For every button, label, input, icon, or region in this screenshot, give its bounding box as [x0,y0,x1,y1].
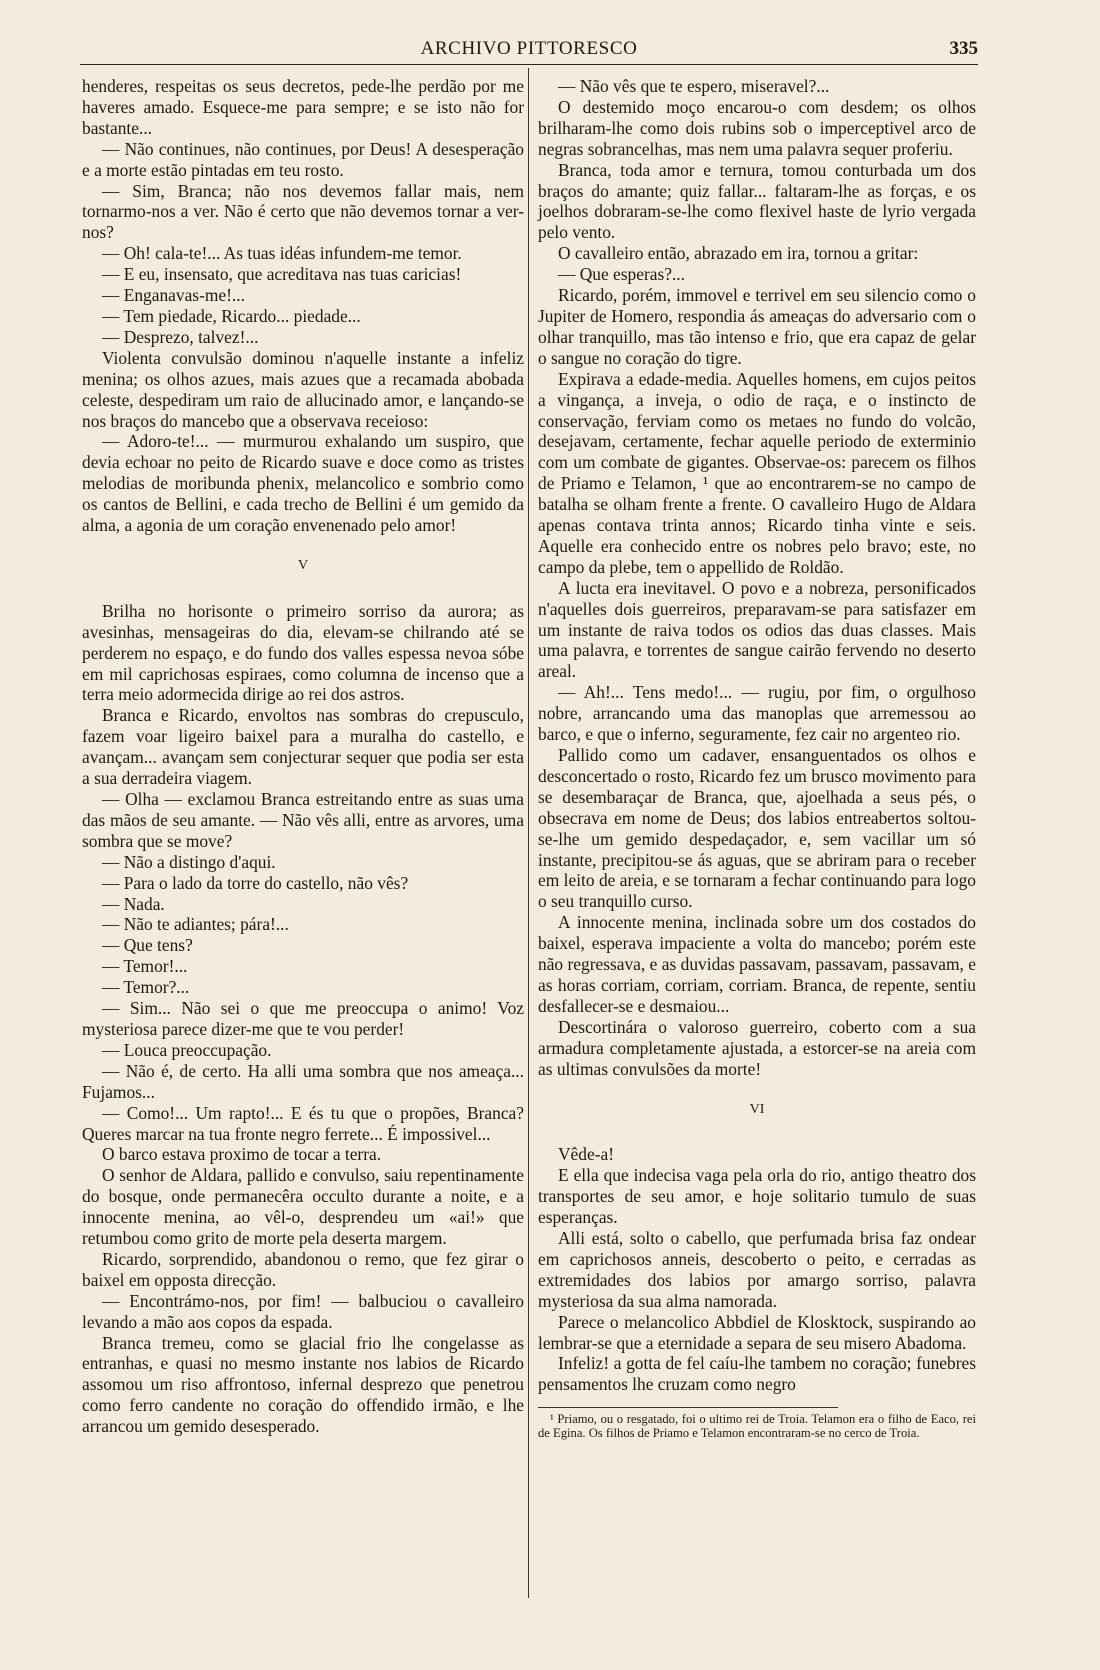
paragraph: — Não a distingo d'aqui. [102,851,276,872]
column-divider [528,68,529,1598]
paragraph: Descortinára o valoroso guerreiro, coberto com a sua armadura completamente ajustada, a estorcer-se na areia com as ultimas convulsões da morte! [538,1016,976,1079]
page-number: 335 [949,38,978,59]
paragraph: E ella que indecisa vaga pela orla do rio, antigo theatro dos transportes de seu amor, e hoje solitario tumulo de suas esperanças. [538,1165,976,1228]
paragraph: — Olha — exclamou Branca estreitando entre as suas uma das mãos de seu amante. — Não vês alli, entre as arvores, uma sombra que se move? [82,789,524,851]
paragraph: Pallido como um cadaver, ensanguentados os olhos e desconcertado o rosto, Ricardo fez um brusco movimento para se desembaraçar de Branca, que, ajoelhada a seus pés, o obsecrava em nome de Deus; dos labios entreabertos soltou-se-lhe um gemido despedaçador, e, sem vacillar um só instante, precipitou-se ás aguas, que se abriram para o receber em leito de areia, e se tornaram a fechar continuando para logo o seu tranquillo curso. [538,745,976,912]
footnote: ¹ Priamo, ou o resgatado, foi o ultimo rei de Troia. Telamon era o filho de Eaco, rei de Egina. Os filhos de Priamo e Telamon encontraram-se no cerco de Troia. [538,1412,976,1441]
paragraph: — Não vês que te espero, miseravel?... [558,76,830,96]
paragraph: — Adoro-te!... — murmurou exhalando um suspiro, que devia echoar no peito de Ricardo suave e doce como as tristes melodias de moribunda phenix, melancolico e sombrio como os cantos de Bellini, e cada trecho de Bellini é um gemido da alma, a agonia de um coração envenenado pelo amor! [82,431,524,536]
paragraph: O barco estava proximo de tocar a terra. [102,1144,382,1165]
page-header [80,38,978,65]
section-heading: VI [749,1101,765,1117]
paragraph: Branca tremeu, como se glacial frio lhe congelasse as entranhas, e quasi no mesmo instante nos labios de Ricardo assomou um riso affrontoso, infernal desprezo que penetrou como ferro candente no coração do offendido irmão, e lhe arrancou um gemido desesperado. [82,1332,524,1437]
paragraph: — Louca preoccupação. [102,1039,272,1060]
paragraph: — Tem piedade, Ricardo... piedade... [102,305,361,326]
paragraph: O cavalleiro então, abrazado em ira, tornou a gritar: [558,243,919,264]
paragraph: A innocente menina, inclinada sobre um dos costados do baixel, esperava impaciente a volta do mancebo; porém este não regressava, e as duvidas passavam, passavam, passavam, e as horas corriam, corriam, corriam. Branca, de repente, sentiu desfallecer-se e desmaiou... [538,912,976,1016]
paragraph: Ricardo, sorprendido, abandonou o remo, que fez girar o baixel em opposta direcção. [82,1248,524,1290]
paragraph: — Para o lado da torre do castello, não vês? [102,872,409,893]
paragraph: Parece o melancolico Abbdiel de Klosktock, suspirando ao lembrar-se que a eternidade a separa de seu misero Abadoma. [538,1311,976,1353]
paragraph: Branca e Ricardo, envoltos nas sombras do crepusculo, fazem voar ligeiro baixel para a muralha do castello, e avançam... avançam sem conjecturar sequer que podia ser esta a sua derradeira viagem. [82,705,524,789]
paragraph: Brilha no horisonte o primeiro sorriso da aurora; as avesinhas, mensageiras do dia, elevam-se chilrando até se perderem no espaço, e do fundo dos valles espessa nevoa sóbe em mil caprichosas espiraes, como columna de incenso que a terra meio adormecida dirige ao rei dos astros. [82,600,524,705]
paragraph: Ricardo, porém, immovel e terrivel em seu silencio como o Jupiter de Homero, respondia ás ameaças do adversario com o olhar tranquillo, mas tão intenso e frio, que era capaz de gelar o sangue no coração do tigre. [538,285,976,368]
paragraph: — Sim, Branca; não nos devemos fallar mais, nem tornarmo-nos a ver. Não é certo que não devemos tornar a ver-nos? [82,180,524,243]
paragraph: — Nada. [102,893,165,914]
footnote-rule [538,1407,838,1408]
paragraph: — E eu, insensato, que acreditava nas tuas caricias! [102,264,462,285]
paragraph: — Não continues, não continues, por Deus! A desesperação e a morte estão pintadas em teu rosto. [82,138,524,180]
paragraph: — Sim... Não sei o que me preoccupa o animo! Voz mysteriosa parece dizer-me que te vou perder! [82,998,524,1039]
paragraph: — Temor?... [102,977,190,998]
paragraph: henderes, respeitas os seus decretos, pede-lhe perdão por me haveres amado. Esquece-me para sempre; e se isto não for bastante... [82,76,524,138]
right-column [538,76,976,1441]
right-paragraphs-b [538,1144,976,1395]
paragraph: — Que esperas?... [558,264,685,285]
paragraph: — Encontrámo-nos, por fim! — balbuciou o cavalleiro levando a mão aos copos da espada. [82,1290,524,1332]
journal-title: ARCHIVO PITTORESCO [420,38,638,59]
paragraph: — Temor!... [102,956,188,977]
paragraph: — Não te adiantes; pára!... [102,914,289,935]
paragraph: — Ah!... Tens medo!... — rugiu, por fim, o orgulhoso nobre, arrancando uma das manoplas que arremessou ao barco, e que o inferno, seguramente, fez cair no argenteo rio. [538,682,976,745]
paragraph: A lucta era inevitavel. O povo e a nobreza, personificados n'aquelles dois guerreiros, preparavam-se para satisfazer em um instante de raiva todos os odios das duas classes. Mais uma palavra, e torrentes de sangue cairão fervendo no deserto areal. [538,577,976,682]
paragraph: O destemido moço encarou-o com desdem; os olhos brilharam-lhe como dois rubins sob o imperceptivel arco de negras sobrancelhas, mas nem uma palavra sequer proferiu. [538,96,976,159]
paragraph: Expirava a edade-media. Aquelles homens, em cujos peitos a vingança, a inveja, o odio de raça, e o instincto de conservação, ferviam como os metaes no fundo do volcão, desejavam, certamente, fechar aquelle periodo de exterminio com um combate de gigantes. Observae-os: parecem os filhos de Priamo e Telamon, ¹ que ao encontrarem-se no campo de batalha se olham frente a frente. O cavalleiro Hugo de Aldara apenas contava trinta annos; Ricardo tinha vinte e seis. Aquelle era conhecido entre os nobres pelo bravo; este, no campo da plebe, tem o appellido de Roldão. [538,368,976,577]
paragraph: — Enganavas-me!... [102,285,245,306]
paragraph: O senhor de Aldara, pallido e convulso, saiu repentinamente do bosque, onde permanecêra occulto durante a noite, e a innocente menina, ao vêl-o, desprendeu um «ai!» que retumbou como grito de morte pela deserta margem. [82,1165,524,1249]
paragraph: Branca, toda amor e ternura, tomou conturbada um dos braços do amante; quiz fallar... faltaram-lhe as forças, e os joelhos dobraram-se-lhe como flexivel haste de lyrio vergada pelo vento. [538,159,976,243]
paragraph: — Não é, de certo. Ha alli uma sombra que nos ameaça... Fujamos... [82,1060,524,1102]
paragraph: — Que tens? [102,935,193,956]
section-heading: V [297,557,309,573]
paragraph: Vêde-a! [558,1144,614,1165]
paragraph: Infeliz! a gotta de fel caíu-lhe tambem no coração; funebres pensamentos lhe cruzam como negro [538,1353,976,1395]
paragraph: — Oh! cala-te!... As tuas idéas infundem-me temor. [102,243,462,264]
paragraph: — Desprezo, talvez!... [102,326,259,347]
paragraph: — Como!... Um rapto!... E és tu que o propões, Branca? Queres marcar na tua fronte negro ferrete... É impossivel... [82,1102,524,1144]
left-paragraphs-a [82,76,524,536]
right-paragraphs-a [538,76,976,1080]
paragraph: Alli está, solto o cabello, que perfumada brisa faz ondear em caprichosos anneis, descoberto o peito, e cerradas as extremidades dos labios por amargo sorriso, palavra mysteriosa da sua alma namorada. [538,1228,976,1311]
left-paragraphs-b [82,601,524,1437]
left-column [82,76,524,1437]
paragraph: Violenta convulsão dominou n'aquelle instante a infeliz menina; os olhos azues, mais azues que a recamada abobada celeste, despediram um raio de allucinado amor, e lançando-se nos braços do mancebo que a observava receioso: [82,347,524,431]
